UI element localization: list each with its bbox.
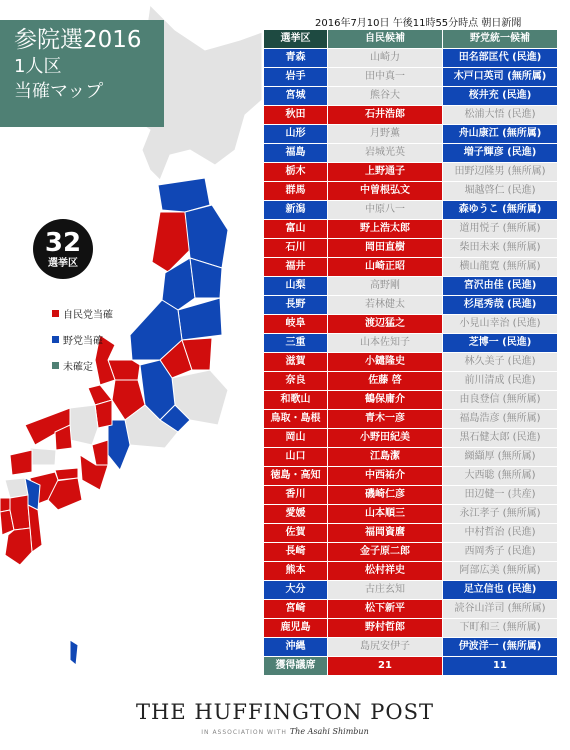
ldp-candidate-cell: 青木一彦 <box>328 410 443 429</box>
map-hiroshima <box>30 448 56 465</box>
ldp-candidate-cell: 小鑓隆史 <box>328 353 443 372</box>
map-kinki <box>70 405 98 445</box>
legend-label-undecided: 未確定 <box>63 361 93 373</box>
district-cell: 秋田 <box>264 106 328 125</box>
table-row <box>264 353 558 372</box>
ldp-candidate-cell: 野村哲郎 <box>328 619 443 638</box>
district-cell: 岐阜 <box>264 315 328 334</box>
ldp-candidate-cell: 山崎正昭 <box>328 258 443 277</box>
opposition-candidate-cell: 小見山幸治 (民進) <box>443 315 558 334</box>
ldp-candidate-cell: 鶴保庸介 <box>328 391 443 410</box>
opposition-candidate-cell: 大西聡 (無所属) <box>443 467 558 486</box>
ldp-candidate-cell: 高野剛 <box>328 277 443 296</box>
map-nara <box>92 440 108 465</box>
table-row <box>264 106 558 125</box>
map-title: 参院選2016 <box>14 27 142 53</box>
legend-label-ldp: 自民党当確 <box>63 309 113 321</box>
district-cell: 群馬 <box>264 182 328 201</box>
district-cell: 福井 <box>264 258 328 277</box>
district-cell: 鹿児島 <box>264 619 328 638</box>
district-cell: 山梨 <box>264 277 328 296</box>
map-subtitle-district: 1人区 <box>14 56 62 77</box>
district-cell: 熊本 <box>264 562 328 581</box>
table-row <box>264 258 558 277</box>
district-cell: 栃木 <box>264 163 328 182</box>
district-count-badge <box>33 219 93 279</box>
district-cell: 三重 <box>264 334 328 353</box>
opposition-candidate-cell: 堀越啓仁 (民進) <box>443 182 558 201</box>
total-label: 獲得議席 <box>264 657 328 676</box>
opposition-candidate-cell: 福島浩彦 (無所属) <box>443 410 558 429</box>
results-table <box>263 29 558 676</box>
map-kagoshima <box>5 528 32 565</box>
table-row <box>264 220 558 239</box>
table-row <box>264 277 558 296</box>
partner-name: The Asahi Shimbun <box>289 727 369 736</box>
district-cell: 新潟 <box>264 201 328 220</box>
table-row <box>264 334 558 353</box>
map-mie <box>108 420 130 470</box>
legend-item-undecided <box>52 352 113 378</box>
ldp-candidate-cell: 田中真一 <box>328 68 443 87</box>
association-line <box>0 727 570 736</box>
district-cell: 沖縄 <box>264 638 328 657</box>
map-aomori <box>158 178 210 212</box>
district-cell: 大分 <box>264 581 328 600</box>
ldp-candidate-cell: 山本佐知子 <box>328 334 443 353</box>
district-cell: 岡山 <box>264 429 328 448</box>
ldp-candidate-cell: 熊谷大 <box>328 87 443 106</box>
table-row <box>264 410 558 429</box>
opposition-candidate-cell: 宮沢由佳 (民進) <box>443 277 558 296</box>
ldp-candidate-cell: 若林健太 <box>328 296 443 315</box>
table-row <box>264 543 558 562</box>
opposition-candidate-cell: 杉尾秀哉 (民進) <box>443 296 558 315</box>
total-ldp-seats: 21 <box>328 657 443 676</box>
association-text: IN ASSOCIATION WITH <box>201 729 287 736</box>
table-row <box>264 49 558 68</box>
ldp-candidate-cell: 佐藤 啓 <box>328 372 443 391</box>
opposition-candidate-cell: 増子輝彦 (民進) <box>443 144 558 163</box>
legend <box>52 300 113 378</box>
opposition-candidate-cell: 横山龍寛 (無所属) <box>443 258 558 277</box>
table-header-row <box>264 30 558 49</box>
ldp-candidate-cell: 山崎力 <box>328 49 443 68</box>
opposition-candidate-cell: 芝博一 (民進) <box>443 334 558 353</box>
header-district: 選挙区 <box>264 30 328 49</box>
ldp-candidate-cell: 小野田紀美 <box>328 429 443 448</box>
opposition-candidate-cell: 桜井充 (民進) <box>443 87 558 106</box>
table-row <box>264 467 558 486</box>
table-row <box>264 524 558 543</box>
table-row <box>264 163 558 182</box>
table-row <box>264 315 558 334</box>
opposition-candidate-cell: 纐纈厚 (無所属) <box>443 448 558 467</box>
footer <box>0 700 570 736</box>
district-cell: 福島 <box>264 144 328 163</box>
legend-item-opposition <box>52 326 113 352</box>
opposition-candidate-cell: 西岡秀子 (民進) <box>443 543 558 562</box>
opposition-candidate-cell: 永江孝子 (無所属) <box>443 505 558 524</box>
table-total-row <box>264 657 558 676</box>
table-row <box>264 87 558 106</box>
opposition-candidate-cell: 田名部匡代 (民進) <box>443 49 558 68</box>
legend-swatch-ldp <box>52 310 59 317</box>
brand-logo: THE HUFFINGTON POST <box>136 700 434 724</box>
ldp-candidate-cell: 山本順三 <box>328 505 443 524</box>
header-ldp-candidate: 自民候補 <box>328 30 443 49</box>
district-cell: 愛媛 <box>264 505 328 524</box>
ldp-candidate-cell: 松村祥史 <box>328 562 443 581</box>
opposition-candidate-cell: 森ゆうこ (無所属) <box>443 201 558 220</box>
header-opposition-candidate: 野党統一候補 <box>443 30 558 49</box>
district-cell: 鳥取・島根 <box>264 410 328 429</box>
district-cell: 長野 <box>264 296 328 315</box>
district-cell: 山形 <box>264 125 328 144</box>
ldp-candidate-cell: 松下新平 <box>328 600 443 619</box>
table-row <box>264 201 558 220</box>
table-row <box>264 125 558 144</box>
legend-swatch-undecided <box>52 362 59 369</box>
ldp-candidate-cell: 金子原二郎 <box>328 543 443 562</box>
district-cell: 滋賀 <box>264 353 328 372</box>
opposition-candidate-cell: 柴田未来 (無所属) <box>443 239 558 258</box>
table-row <box>264 448 558 467</box>
district-cell: 青森 <box>264 49 328 68</box>
table-row <box>264 600 558 619</box>
opposition-candidate-cell: 松浦大悟 (民進) <box>443 106 558 125</box>
opposition-candidate-cell: 中村哲治 (民進) <box>443 524 558 543</box>
table-row <box>264 486 558 505</box>
ldp-candidate-cell: 古庄玄知 <box>328 581 443 600</box>
district-cell: 香川 <box>264 486 328 505</box>
district-cell: 岩手 <box>264 68 328 87</box>
ldp-candidate-cell: 島尻安伊子 <box>328 638 443 657</box>
map-okinawa <box>70 640 78 665</box>
opposition-candidate-cell: 下町和三 (無所属) <box>443 619 558 638</box>
opposition-candidate-cell: 由良登信 (無所属) <box>443 391 558 410</box>
opposition-candidate-cell: 伊波洋一 (無所属) <box>443 638 558 657</box>
opposition-candidate-cell: 林久美子 (民進) <box>443 353 558 372</box>
ldp-candidate-cell: 江島潔 <box>328 448 443 467</box>
district-cell: 佐賀 <box>264 524 328 543</box>
district-cell: 宮崎 <box>264 600 328 619</box>
opposition-candidate-cell: 読谷山洋司 (無所属) <box>443 600 558 619</box>
timestamp: 2016年7月10日 午後11時55分時点 朝日新聞 <box>315 18 522 29</box>
ldp-candidate-cell: 磯崎仁彦 <box>328 486 443 505</box>
map-fukuoka <box>5 478 28 498</box>
opposition-candidate-cell: 阿部広美 (無所属) <box>443 562 558 581</box>
opposition-candidate-cell: 木戸口英司 (無所属) <box>443 68 558 87</box>
ldp-candidate-cell: 月野薫 <box>328 125 443 144</box>
ldp-candidate-cell: 岡田直樹 <box>328 239 443 258</box>
opposition-candidate-cell: 黒石健太郎 (民進) <box>443 429 558 448</box>
district-cell: 奈良 <box>264 372 328 391</box>
ldp-candidate-cell: 石井浩郎 <box>328 106 443 125</box>
district-cell: 長崎 <box>264 543 328 562</box>
total-opposition-seats: 11 <box>443 657 558 676</box>
opposition-candidate-cell: 道用悦子 (無所属) <box>443 220 558 239</box>
ldp-candidate-cell: 福岡資麿 <box>328 524 443 543</box>
table-row <box>264 144 558 163</box>
map-kumamoto <box>10 495 30 530</box>
table-row <box>264 638 558 657</box>
district-cell: 宮城 <box>264 87 328 106</box>
ldp-candidate-cell: 野上浩太郎 <box>328 220 443 239</box>
ldp-candidate-cell: 岩城光英 <box>328 144 443 163</box>
district-count-number: 32 <box>44 228 82 258</box>
table-row <box>264 619 558 638</box>
district-cell: 和歌山 <box>264 391 328 410</box>
legend-item-ldp <box>52 300 113 326</box>
legend-swatch-opposition <box>52 336 59 343</box>
ldp-candidate-cell: 中曽根弘文 <box>328 182 443 201</box>
ldp-candidate-cell: 中原八一 <box>328 201 443 220</box>
title-box <box>0 20 164 127</box>
opposition-candidate-cell: 前川清成 (民進) <box>443 372 558 391</box>
district-cell: 石川 <box>264 239 328 258</box>
district-count-label: 選挙区 <box>48 258 78 269</box>
district-cell: 富山 <box>264 220 328 239</box>
table-row <box>264 182 558 201</box>
legend-label-opposition: 野党当確 <box>63 335 103 347</box>
ldp-candidate-cell: 渡辺猛之 <box>328 315 443 334</box>
table-row <box>264 429 558 448</box>
opposition-candidate-cell: 舟山康江 (無所属) <box>443 125 558 144</box>
district-cell: 山口 <box>264 448 328 467</box>
opposition-candidate-cell: 足立信也 (民進) <box>443 581 558 600</box>
table-row <box>264 372 558 391</box>
table-row <box>264 581 558 600</box>
map-subtitle-map: 当確マップ <box>14 81 104 102</box>
table-row <box>264 391 558 410</box>
ldp-candidate-cell: 中西祐介 <box>328 467 443 486</box>
opposition-candidate-cell: 田辺健一 (共産) <box>443 486 558 505</box>
district-cell: 徳島・高知 <box>264 467 328 486</box>
opposition-candidate-cell: 田野辺隆男 (無所属) <box>443 163 558 182</box>
table-row <box>264 562 558 581</box>
table-row <box>264 68 558 87</box>
table-row <box>264 296 558 315</box>
table-row <box>264 239 558 258</box>
ldp-candidate-cell: 上野通子 <box>328 163 443 182</box>
table-row <box>264 505 558 524</box>
map-yamaguchi <box>10 450 32 475</box>
